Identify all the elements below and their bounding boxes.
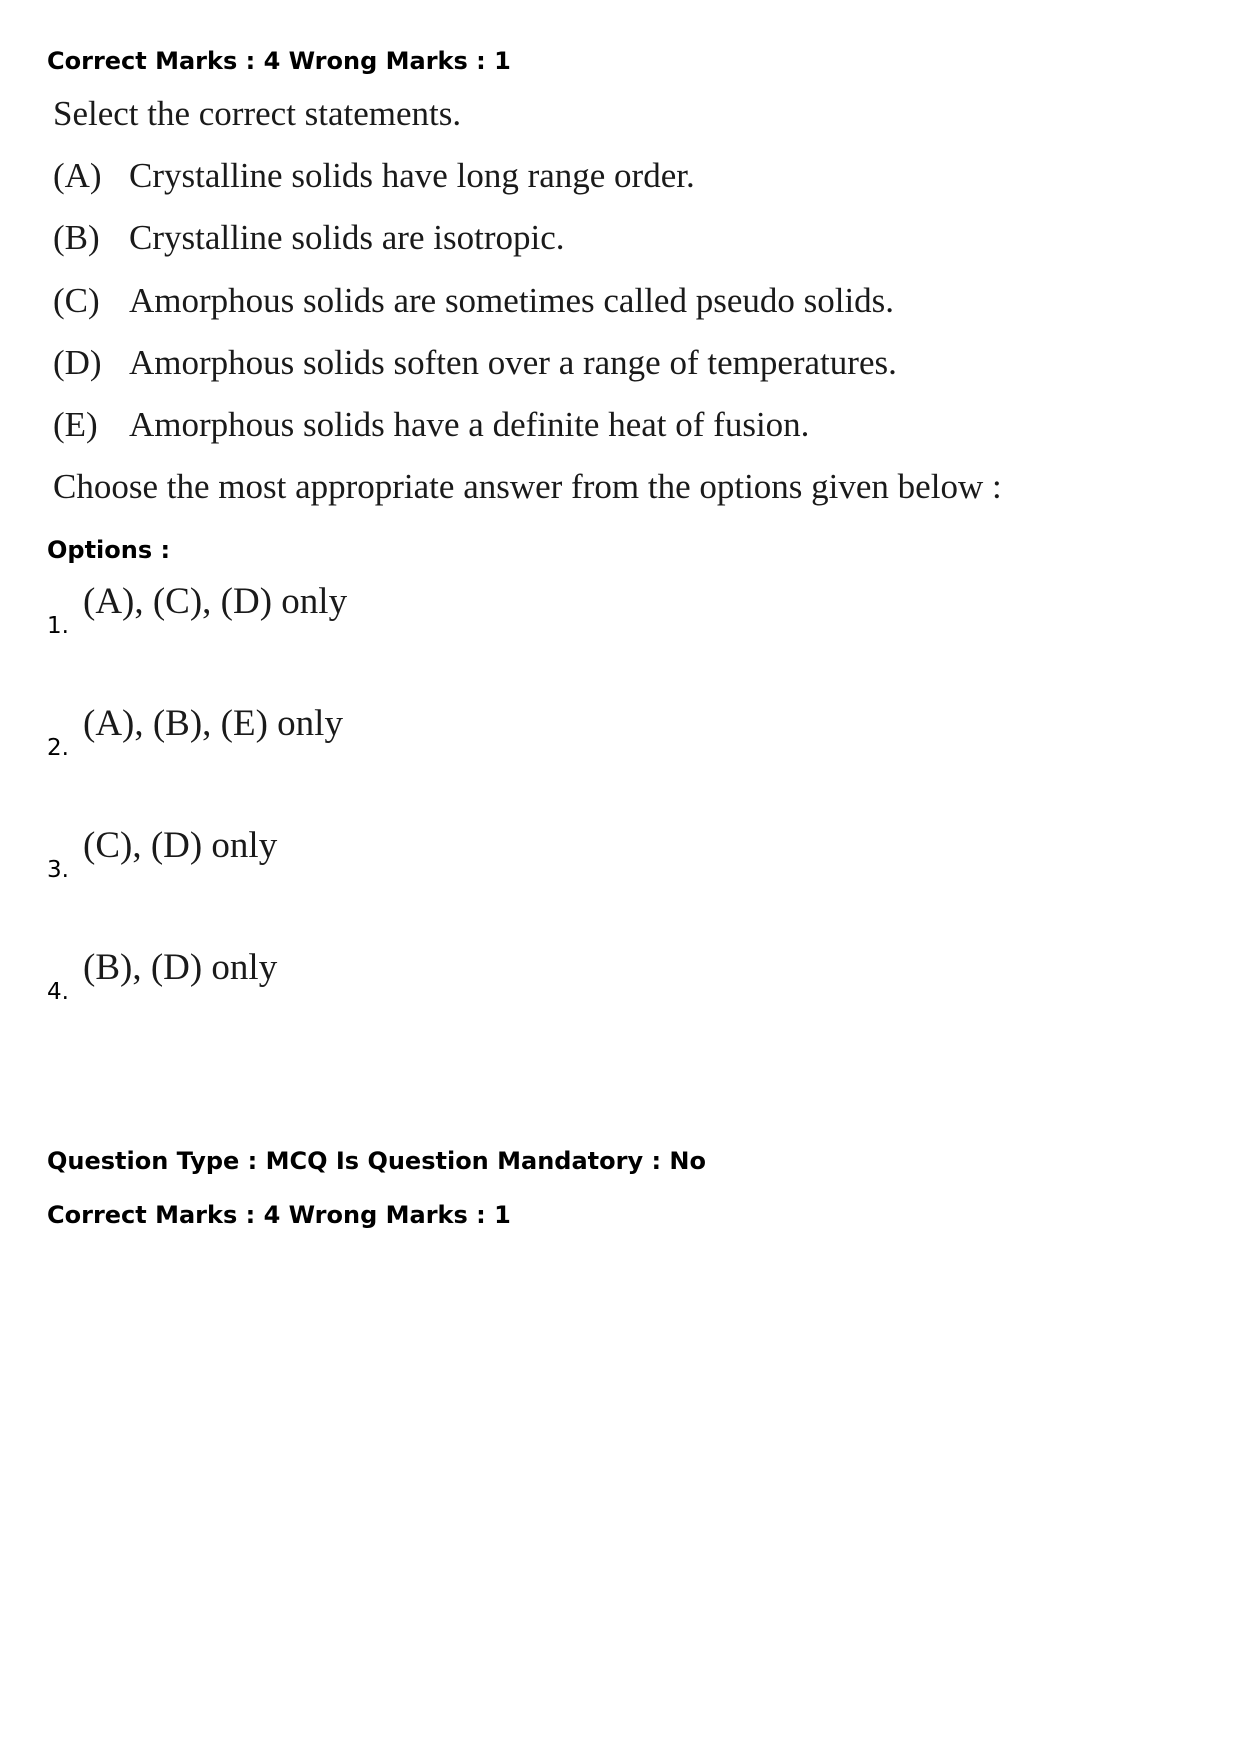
question-instruction: Choose the most appropriate answer from the options given below : xyxy=(53,467,1002,506)
option-text: (A), (C), (D) only xyxy=(83,581,348,622)
marks-info: Correct Marks : 4 Wrong Marks : 1 xyxy=(47,47,511,75)
option-number: 3. xyxy=(47,857,69,883)
option-text: (C), (D) only xyxy=(83,825,278,866)
statement-a xyxy=(53,156,695,196)
statement-label: (D) xyxy=(53,343,102,382)
statement-text: Amorphous solids soften over a range of temperatures. xyxy=(129,343,897,382)
options-heading: Options : xyxy=(47,536,171,564)
option-text: (B), (D) only xyxy=(83,947,278,988)
statement-label: (C) xyxy=(53,281,100,320)
statement-label: (E) xyxy=(53,405,98,444)
option-number: 4. xyxy=(47,979,69,1005)
statement-c xyxy=(53,281,894,321)
statement-text: Amorphous solids are sometimes called pseudo solids. xyxy=(129,281,895,320)
option-number: 2. xyxy=(47,735,69,761)
statement-d xyxy=(53,343,897,383)
question-prompt: Select the correct statements. xyxy=(53,94,462,133)
statement-text: Amorphous solids have a definite heat of fusion. xyxy=(129,405,810,444)
statement-label: (A) xyxy=(53,156,102,195)
statement-e xyxy=(53,405,809,445)
option-text: (A), (B), (E) only xyxy=(83,703,343,744)
statement-text: Crystalline solids are isotropic. xyxy=(129,218,565,257)
statement-text: Crystalline solids have long range order. xyxy=(129,156,695,195)
option-number: 1. xyxy=(47,613,69,639)
marks-info: Correct Marks : 4 Wrong Marks : 1 xyxy=(47,1201,511,1229)
statement-b xyxy=(53,218,564,258)
statement-label: (B) xyxy=(53,218,100,257)
question-type-info: Question Type : MCQ Is Question Mandatory : No xyxy=(47,1147,706,1175)
